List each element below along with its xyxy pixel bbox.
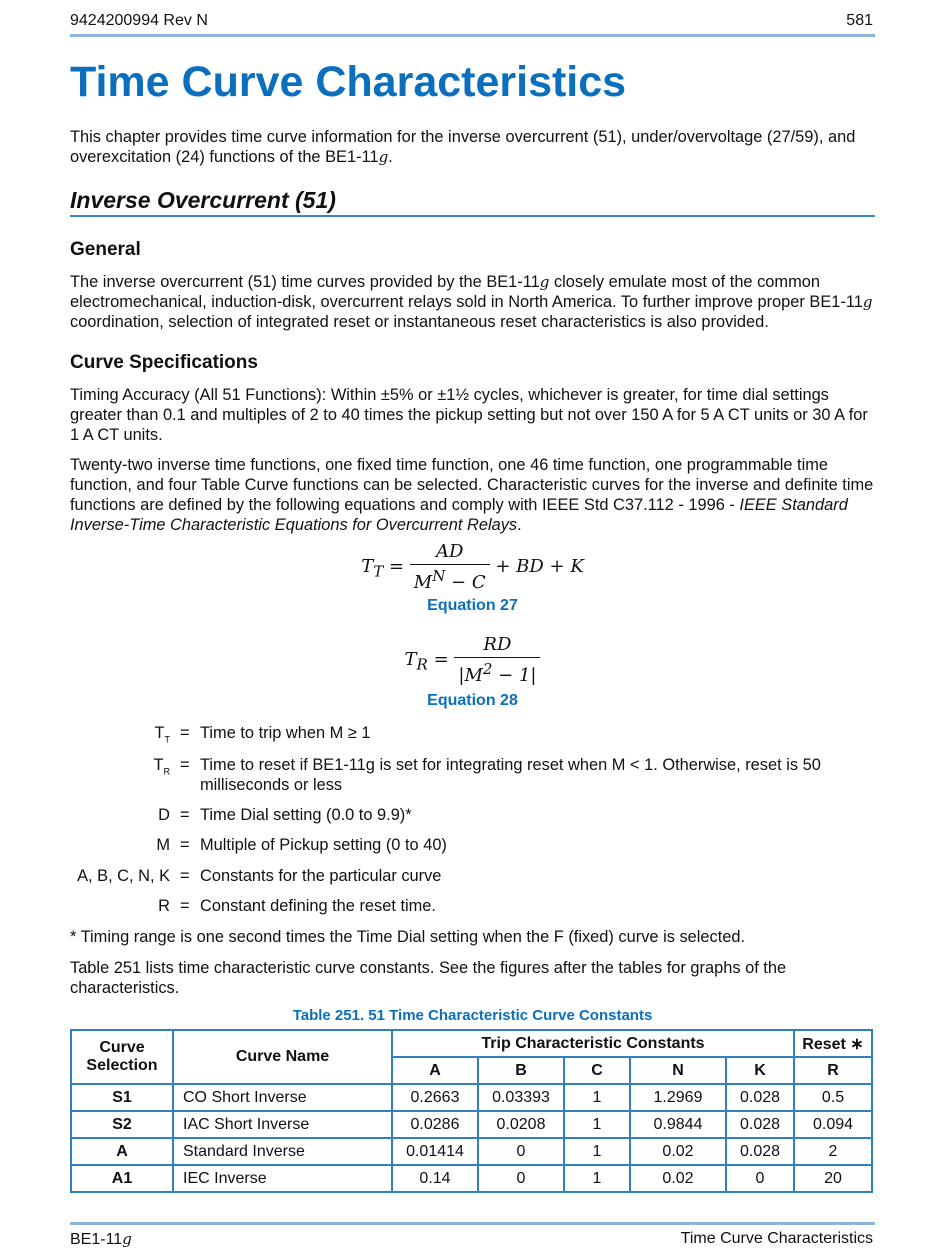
table-row	[71, 1084, 872, 1111]
cell-b: 0	[478, 1138, 564, 1165]
cell-c: 1	[564, 1165, 630, 1192]
cell-selection: A1	[71, 1165, 173, 1192]
header-curve-selection: Curve Selection	[71, 1030, 173, 1084]
cell-k: 0.028	[726, 1111, 794, 1138]
cell-n: 1.2969	[630, 1084, 726, 1111]
header-curve-name: Curve Name	[173, 1030, 392, 1084]
accuracy-paragraph: Timing Accuracy (All 51 Functions): Within ±5% or ±1½ cycles, whichever is greater, for time dial settings greater than 0.1 and multiples of 2 to 40 times the pickup setting but not over 150 A for 5 A CT units or 30 A for 1 A CT units.	[70, 386, 868, 444]
cell-name: Standard Inverse	[173, 1138, 392, 1165]
cell-b: 0.03393	[478, 1084, 564, 1111]
cell-a: 0.2663	[392, 1084, 478, 1111]
header-n: N	[630, 1057, 726, 1084]
cell-n: 0.02	[630, 1165, 726, 1192]
cell-k: 0.028	[726, 1138, 794, 1165]
header-trip-constants: Trip Characteristic Constants	[392, 1030, 794, 1057]
header-k: K	[726, 1057, 794, 1084]
general-paragraph: The inverse overcurrent (51) time curves provided by the BE1-11g closely emulate most of the common electromechanical, induction-disk, overcurrent relays sold in North America. To further improve proper BE1-11g coordination, selection of integrated reset or instantaneous reset characteristics is also provided.	[70, 273, 873, 331]
table-reference: Table 251 lists time characteristic curve constants. See the figures after the tables for graphs of the characteristics.	[70, 959, 787, 997]
cell-r: 20	[794, 1165, 872, 1192]
cell-n: 0.02	[630, 1138, 726, 1165]
header-b: B	[478, 1057, 564, 1084]
header-r: R	[794, 1057, 872, 1084]
cell-name: IEC Inverse	[173, 1165, 392, 1192]
cell-r: 0.5	[794, 1084, 872, 1111]
table-row	[71, 1165, 872, 1192]
equation-28-label: Equation 28	[427, 692, 518, 709]
table-row	[71, 1111, 872, 1138]
intro-paragraph: This chapter provides time curve information for the inverse overcurrent (51), under/overvoltage (27/59), and overexcitation (24) functions of the BE1-11g.	[70, 128, 856, 166]
cell-name: CO Short Inverse	[173, 1084, 392, 1111]
cell-n: 0.9844	[630, 1111, 726, 1138]
cell-selection: A	[71, 1138, 173, 1165]
cell-c: 1	[564, 1138, 630, 1165]
section-heading: Inverse Overcurrent (51)	[70, 187, 875, 217]
cell-a: 0.0286	[392, 1111, 478, 1138]
footer-product: BE1-11g	[70, 1230, 132, 1248]
cell-a: 0.01414	[392, 1138, 478, 1165]
equation-28: $T_R$ = $\frac{RD}{|M^2 - 1|}$	[70, 634, 875, 686]
functions-paragraph: Twenty-two inverse time functions, one fixed time function, one 46 time function, one programmable time function, and four Table Curve functions can be selected. Characteristic curves for the inverse and definite time functions are defined by the following equations and comply with IEEE Std C37.112 - 1996 - IEEE Standard Inverse-Time Characteristic Equations for Overcurrent Relays.	[70, 456, 874, 534]
curve-constants-table	[70, 1029, 873, 1193]
cell-b: 0	[478, 1165, 564, 1192]
header-c: C	[564, 1057, 630, 1084]
cell-selection: S2	[71, 1111, 173, 1138]
footer-chapter: Time Curve Characteristics	[680, 1230, 873, 1247]
general-heading: General	[70, 239, 141, 260]
cell-b: 0.0208	[478, 1111, 564, 1138]
page-header	[70, 12, 875, 37]
cell-selection: S1	[71, 1084, 173, 1111]
specs-heading: Curve Specifications	[70, 352, 258, 373]
footnote: * Timing range is one second times the Time Dial setting when the F (fixed) curve is selected.	[70, 928, 746, 946]
cell-a: 0.14	[392, 1165, 478, 1192]
cell-c: 1	[564, 1111, 630, 1138]
equation-27-label: Equation 27	[427, 597, 518, 614]
cell-name: IAC Short Inverse	[173, 1111, 392, 1138]
doc-number: 9424200994 Rev N	[70, 12, 208, 29]
header-a: A	[392, 1057, 478, 1084]
chapter-title: Time Curve Characteristics	[70, 58, 627, 106]
cell-k: 0.028	[726, 1084, 794, 1111]
equation-27: $T_T$ = $\frac{AD}{M^N - C}$ + BD + K	[361, 541, 584, 593]
cell-k: 0	[726, 1165, 794, 1192]
table-caption: Table 251. 51 Time Characteristic Curve Constants	[292, 1007, 653, 1024]
page-number: 581	[846, 12, 873, 29]
page-footer	[70, 1222, 875, 1248]
table-row	[71, 1138, 872, 1165]
cell-r: 0.094	[794, 1111, 872, 1138]
cell-r: 2	[794, 1138, 872, 1165]
cell-c: 1	[564, 1084, 630, 1111]
header-reset: Reset ∗	[794, 1030, 872, 1057]
